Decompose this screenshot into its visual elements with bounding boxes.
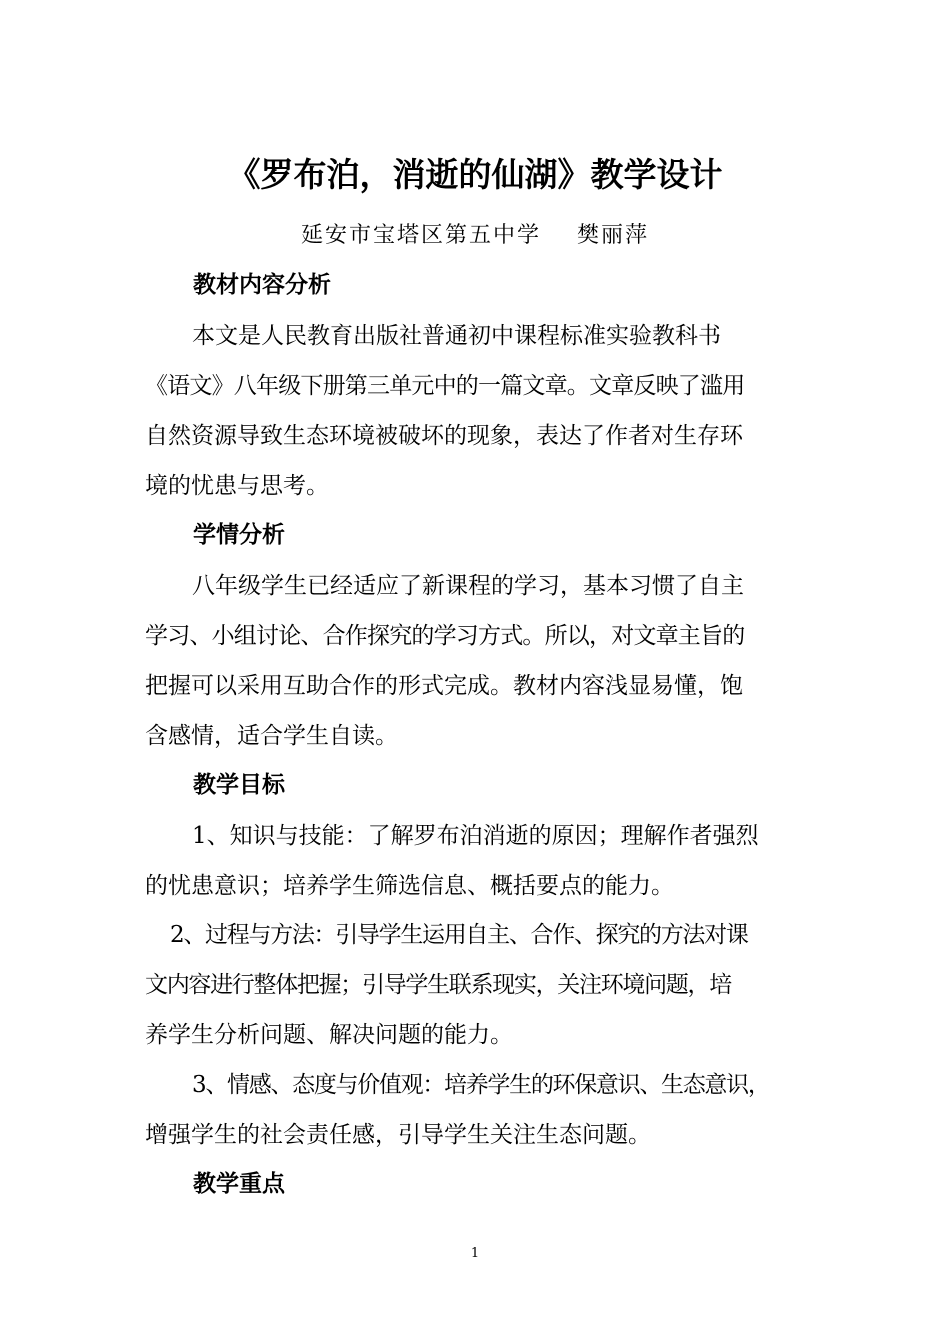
section-heading-teaching-focus: 教学重点	[193, 1171, 285, 1197]
paragraph-line: 境的忧患与思考。	[145, 473, 329, 499]
paragraph-line: 学习、小组讨论、合作探究的学习方式。所以，对文章主旨的	[145, 623, 745, 649]
paragraph-line: 含感情，适合学生自读。	[145, 723, 398, 749]
paragraph-line: 养学生分析问题、解决问题的能力。	[145, 1022, 513, 1048]
paragraph-line: 文内容进行整体把握；引导学生联系现实，关注环境问题，培	[145, 972, 731, 998]
paragraph-line: 2、过程与方法：引导学生运用自主、合作、探究的方法对课	[170, 922, 748, 948]
author-line	[0, 216, 950, 256]
paragraph-line: 把握可以采用互助合作的形式完成。教材内容浅显易懂，饱	[145, 673, 743, 699]
section-heading-learner-analysis: 学情分析	[193, 522, 285, 548]
document-title: 《罗布泊，消逝的仙湖》教学设计	[227, 155, 723, 194]
paragraph-line: 《语文》八年级下册第三单元中的一篇文章。文章反映了滥用	[145, 373, 745, 399]
paragraph-line: 八年级学生已经适应了新课程的学习，基本习惯了自主	[192, 573, 744, 599]
paragraph-line: 1、知识与技能：了解罗布泊消逝的原因；理解作者强烈	[192, 823, 759, 849]
section-heading-teaching-objectives: 教学目标	[193, 772, 285, 798]
paragraph-line: 的忧患意识；培养学生筛选信息、概括要点的能力。	[145, 873, 674, 899]
paragraph-line: 自然资源导致生态环境被破坏的现象，表达了作者对生存环	[145, 423, 743, 449]
school-name: 延安市宝塔区第五中学	[300, 223, 541, 248]
section-heading-material-analysis: 教材内容分析	[193, 272, 331, 298]
author-name: 樊丽萍	[577, 223, 650, 248]
page-number: 1	[470, 1246, 480, 1261]
paragraph-line: 本文是人民教育出版社普通初中课程标准实验教科书	[192, 323, 721, 349]
paragraph-line: 3、情感、态度与价值观：培养学生的环保意识、生态意识，	[192, 1072, 770, 1098]
paragraph-line: 增强学生的社会责任感，引导学生关注生态问题。	[145, 1122, 651, 1148]
